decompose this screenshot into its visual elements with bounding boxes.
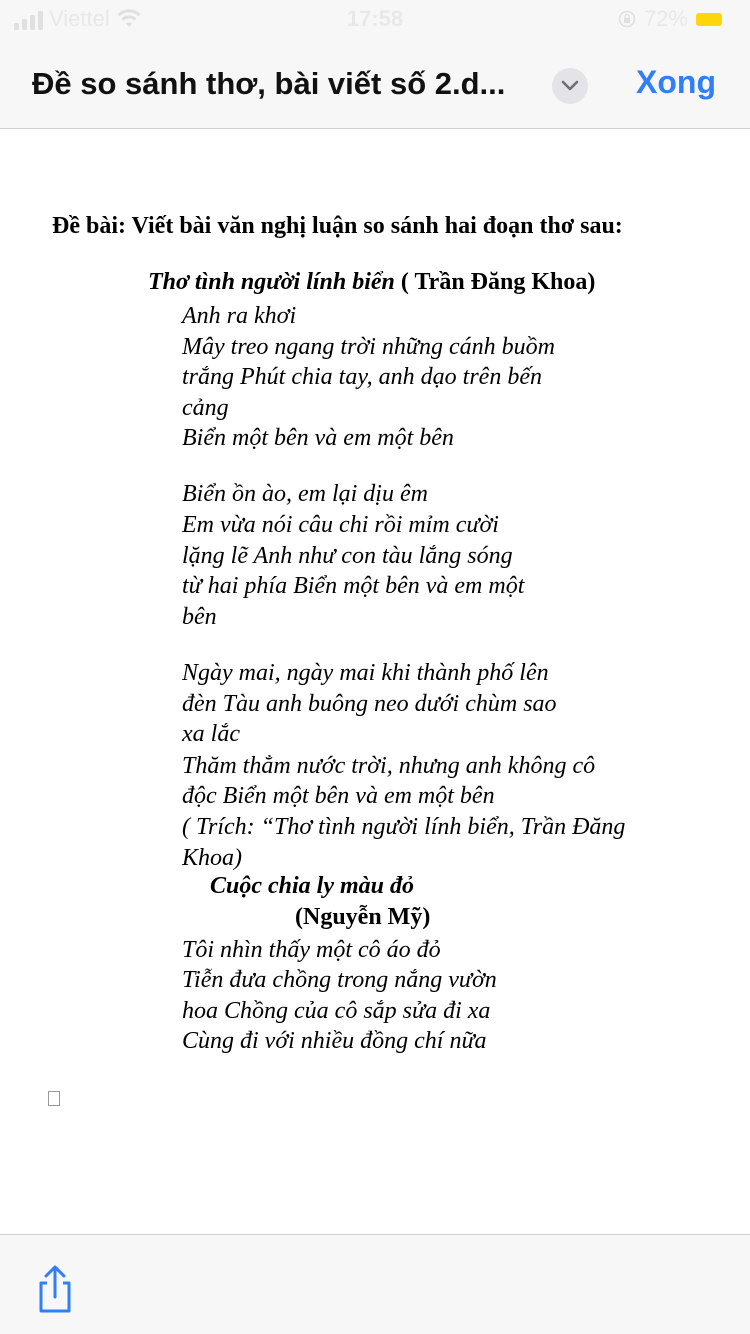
done-button[interactable]: Xong <box>636 64 716 100</box>
poem2-line: Tôi nhìn thấy một cô áo đỏ <box>182 937 441 963</box>
poem1-line: Biển ồn ào, em lại dịu êm <box>182 481 428 507</box>
poem1-line: lặng lẽ Anh như con tàu lắng sóng <box>182 543 513 569</box>
poem1-line: ( Trích: “Thơ tình người lính biển, Trần Đăng <box>182 814 626 840</box>
poem2-title: Cuộc chia ly màu đỏ <box>210 873 415 899</box>
poem1-title: Thơ tình người lính biển <box>148 269 395 295</box>
poem1-line: xa lắc <box>182 721 240 747</box>
rotation-lock-icon <box>618 10 636 28</box>
poem1-line: Mây treo ngang trời những cánh buồm <box>182 334 555 360</box>
poem1-line: Em vừa nói câu chi rồi mỉm cười <box>182 512 499 538</box>
share-button[interactable] <box>34 1265 76 1313</box>
poem1-line: Ngày mai, ngày mai khi thành phố lên <box>182 660 549 686</box>
carrier-label: Viettel <box>49 6 110 31</box>
poem1-line: độc Biển một bên và em một bên <box>182 783 495 809</box>
missing-glyph-box <box>48 1091 60 1106</box>
poem1-line: trắng Phút chia tay, anh dạo trên bến <box>182 364 542 390</box>
poem1-line: Biển một bên và em một bên <box>182 425 454 451</box>
status-bar <box>0 0 750 40</box>
poem1-line: cảng <box>182 395 229 421</box>
document-page <box>0 129 750 1234</box>
battery-percent: 72% <box>643 6 688 31</box>
share-icon <box>34 1265 76 1313</box>
poem1-line: từ hai phía Biển một bên và em một <box>182 573 525 599</box>
poem2-line: Cùng đi với nhiều đồng chí nữa <box>182 1028 487 1054</box>
prompt-heading: Đề bài: Viết bài văn nghị luận so sánh hai đoạn thơ sau: <box>52 213 623 239</box>
status-right <box>618 6 722 32</box>
poem1-author: ( Trần Đăng Khoa) <box>400 269 596 295</box>
poem2-line: Tiễn đưa chồng trong nắng vườn <box>182 967 497 993</box>
poem1-line: Khoa) <box>182 845 242 871</box>
status-time: 17:58 <box>346 6 404 31</box>
title-menu-button[interactable] <box>552 68 588 104</box>
battery-icon <box>696 13 722 26</box>
poem1-line: Anh ra khơi <box>182 303 297 329</box>
chevron-down-icon <box>561 80 579 92</box>
top-bar <box>0 0 750 129</box>
document-title: Đề so sánh thơ, bài viết số 2.d... <box>32 66 506 101</box>
poem1-heading <box>148 269 595 296</box>
poem2-line: hoa Chồng của cô sắp sửa đi xa <box>182 998 491 1024</box>
poem1-line: bên <box>182 604 217 630</box>
poem1-line: Thăm thẳm nước trời, nhưng anh không cô <box>182 753 596 779</box>
poem1-line: đèn Tàu anh buông neo dưới chùm sao <box>182 691 557 717</box>
bottom-toolbar <box>0 1234 750 1334</box>
poem2-author: (Nguyễn Mỹ) <box>295 904 431 930</box>
